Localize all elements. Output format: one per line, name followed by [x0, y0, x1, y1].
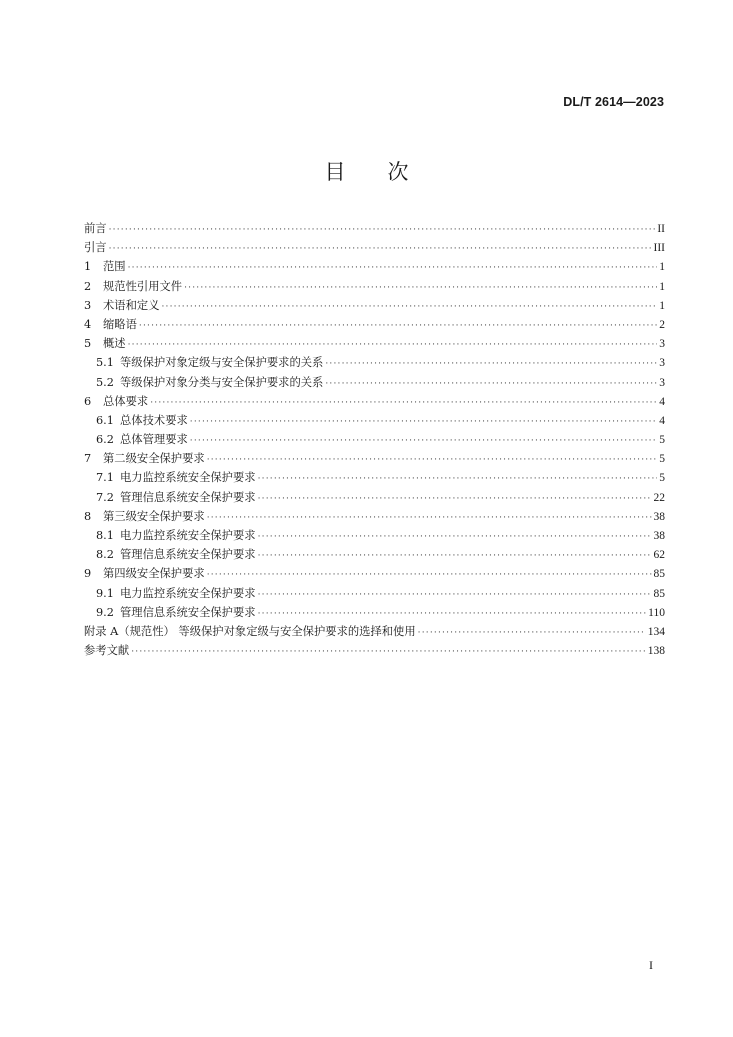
toc-entry-page: III — [653, 242, 665, 255]
toc-entry-page: 134 — [647, 625, 665, 638]
toc-entry-label: 前言 — [84, 222, 107, 235]
toc-leader-dots — [207, 451, 658, 470]
toc-entry-page: 85 — [653, 568, 665, 581]
toc-entry-label: 电力监控系统安全保护要求 — [120, 471, 256, 485]
toc-entry[interactable] — [84, 507, 665, 526]
toc-entry[interactable] — [84, 449, 665, 468]
toc-leader-dots — [131, 643, 646, 662]
toc-entry[interactable] — [84, 545, 665, 564]
toc-entry[interactable] — [84, 430, 665, 449]
toc-entry-page: 2 — [659, 318, 665, 331]
toc-entry-label: 规范性引用文件 — [103, 279, 183, 293]
toc-leader-dots — [325, 355, 657, 374]
toc-leader-dots — [190, 432, 657, 451]
toc-leader-dots — [207, 566, 652, 585]
toc-entry-page: 5 — [659, 472, 665, 485]
toc-leader-dots — [184, 279, 657, 298]
toc-entry-number: 7.1 — [96, 471, 114, 485]
toc-entry-number: 8.2 — [96, 548, 114, 562]
toc-entry[interactable] — [84, 622, 665, 641]
toc-entry[interactable] — [84, 488, 665, 507]
toc-leader-dots — [150, 394, 657, 413]
toc-entry-label: 管理信息系统安全保护要求 — [120, 490, 256, 504]
toc-leader-dots — [190, 413, 657, 432]
toc-entry-number: 7.2 — [96, 490, 114, 504]
toc-entry-label: 电力监控系统安全保护要求 — [120, 529, 256, 542]
toc-entry-label: 概述 — [103, 337, 126, 351]
toc-entry-page: 62 — [653, 549, 665, 562]
toc-entry-number: 2 — [84, 279, 92, 293]
toc-entry-label: 等级保护对象定级与安全保护要求的关系 — [120, 356, 324, 370]
toc-entry-number: 6.1 — [96, 413, 114, 427]
toc-entry[interactable] — [84, 526, 665, 545]
toc-entry[interactable] — [84, 238, 665, 257]
toc-leader-dots — [109, 221, 656, 240]
toc-entry[interactable] — [84, 353, 665, 372]
toc-entry-page: 5 — [659, 453, 665, 466]
toc-entry-number: 8 — [84, 509, 92, 523]
toc-entry[interactable] — [84, 392, 665, 411]
toc-entry-page: 3 — [659, 338, 665, 351]
toc-entry[interactable] — [84, 296, 665, 315]
page-title — [0, 156, 733, 186]
toc-entry-page: 110 — [648, 606, 665, 619]
toc-entry[interactable] — [84, 257, 665, 276]
toc-leader-dots — [139, 317, 657, 336]
toc-entry-label: 总体技术要求 — [120, 413, 188, 427]
toc-leader-dots — [258, 470, 658, 489]
toc-entry-page: 1 — [659, 299, 665, 312]
toc-entry[interactable] — [84, 373, 665, 392]
toc-leader-dots — [128, 259, 658, 278]
toc-leader-dots — [109, 240, 652, 259]
toc-entry-page: 1 — [659, 280, 665, 293]
page-number: I — [649, 958, 653, 972]
toc-entry-page: 22 — [653, 491, 665, 504]
toc-entry-label: 管理信息系统安全保护要求 — [120, 605, 256, 619]
document-code: DL/T 2614—2023 — [563, 95, 664, 109]
toc-entry-page: 1 — [659, 261, 665, 274]
toc-entry-page: 3 — [659, 376, 665, 389]
toc-entry-label: 第三级安全保护要求 — [103, 509, 205, 523]
toc-entry[interactable] — [84, 411, 665, 430]
toc-entry-number: 9.2 — [96, 605, 114, 619]
toc-leader-dots — [258, 528, 652, 547]
toc-entry[interactable] — [84, 641, 665, 660]
toc-entry-page: 85 — [653, 587, 665, 600]
toc-entry-label: 总体要求 — [103, 394, 149, 408]
toc-entry-page: 38 — [653, 510, 665, 523]
page-title-char-1: 目 — [324, 160, 346, 184]
toc-entry-number: 9 — [84, 567, 92, 581]
toc-entry[interactable] — [84, 564, 665, 583]
toc-entry-number: 5.2 — [96, 375, 114, 389]
toc-entry-number: 5 — [84, 337, 92, 351]
toc-entry-number: 6.2 — [96, 433, 114, 447]
toc-entry-label: 第四级安全保护要求 — [103, 567, 205, 581]
toc-leader-dots — [207, 509, 652, 528]
toc-entry[interactable] — [84, 334, 665, 353]
toc-entry-label: 参考文献 — [84, 644, 130, 658]
toc-leader-dots — [162, 298, 658, 317]
toc-leader-dots — [258, 490, 652, 509]
toc-entry-label: 引言 — [84, 241, 107, 255]
toc-entry-number: 3 — [84, 298, 92, 312]
toc-entry-label: 缩略语 — [103, 317, 137, 331]
toc-entry-number: 5.1 — [96, 356, 114, 370]
toc-entry-label: 总体管理要求 — [120, 433, 188, 447]
toc-entry[interactable] — [84, 584, 665, 603]
toc-entry-page: 3 — [659, 357, 665, 370]
toc-entry-page: 38 — [653, 530, 665, 542]
toc-entry-number: 7 — [84, 452, 92, 466]
toc-entry-page: 4 — [659, 395, 665, 408]
toc-entry-label: 范围 — [103, 260, 126, 274]
toc-entry-page: 4 — [659, 414, 665, 427]
toc-leader-dots — [418, 624, 646, 643]
toc-entry-label: 电力监控系统安全保护要求 — [120, 586, 256, 600]
toc-entry-page: II — [657, 223, 665, 235]
toc-entry[interactable] — [84, 468, 665, 487]
toc-entry-label: 术语和定义 — [103, 298, 160, 312]
toc-entry[interactable] — [84, 603, 665, 622]
page-title-char-2: 次 — [387, 160, 409, 184]
toc-leader-dots — [258, 547, 652, 566]
toc-leader-dots — [258, 586, 652, 605]
toc-entry-page: 138 — [647, 645, 665, 658]
toc-entry[interactable] — [84, 219, 665, 238]
toc-entry-number: 1 — [84, 260, 92, 274]
table-of-contents — [84, 219, 665, 660]
toc-entry-number: 8.1 — [96, 529, 114, 542]
toc-entry-label: 等级保护对象分类与安全保护要求的关系 — [120, 375, 324, 389]
toc-entry-label: 附录 A（规范性） 等级保护对象定级与安全保护要求的选择和使用 — [84, 624, 416, 638]
toc-entry-page: 5 — [659, 434, 665, 447]
toc-entry-number: 4 — [84, 317, 92, 331]
toc-entry[interactable] — [84, 315, 665, 334]
toc-entry[interactable] — [84, 277, 665, 296]
toc-entry-number: 6 — [84, 394, 92, 408]
toc-entry-number: 9.1 — [96, 586, 114, 600]
toc-entry-label: 第二级安全保护要求 — [103, 452, 205, 466]
toc-leader-dots — [325, 375, 657, 394]
toc-entry-label: 管理信息系统安全保护要求 — [120, 548, 256, 562]
